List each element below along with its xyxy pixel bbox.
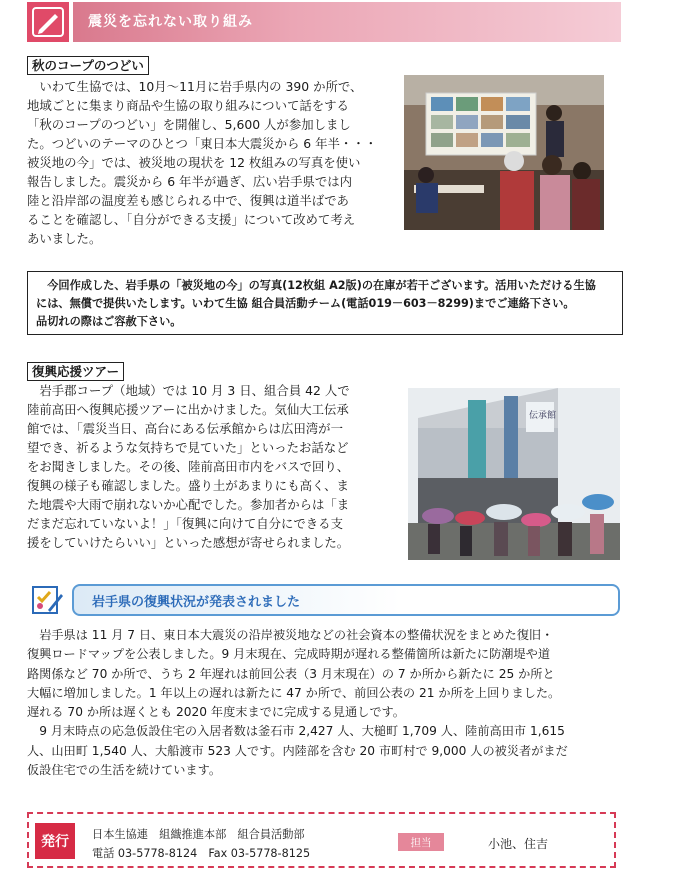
s1-line: 「秋のコープのつどい」を開催し、5,600 人が参加しまし bbox=[27, 117, 351, 132]
s2-line: 復興の様子も確認しました。盛り土があまりにも高く、ま bbox=[27, 478, 349, 493]
section3-icon-box bbox=[30, 582, 64, 616]
s3-line: 人、山田町 1,540 人、大船渡市 523 人です。内陸部を含む 20 市町村で 9,000 人の被災者がまだ bbox=[27, 743, 568, 758]
s2-line: 援をしていけたらいい」といった感想が寄せられました。 bbox=[27, 535, 350, 550]
publisher-contact: 電話 03-5778-8124 Fax 03-5778-8125 bbox=[92, 847, 311, 860]
s1-line: 陸と沿岸部の温度差も感じられる中で、復興は道半ばであ bbox=[27, 193, 349, 208]
s1-line: ることを確認し、「自分ができる支援」について改めて考え bbox=[27, 212, 356, 227]
section2-body bbox=[27, 381, 401, 552]
s2-line: 陸前高田へ復興応援ツアーに出かけました。気仙大工伝承 bbox=[27, 402, 349, 417]
s3-line: 遅れる 70 か所は遅くとも 2020 年度末までに完成する見通しです。 bbox=[27, 705, 405, 720]
s3-line: 9 月末時点の応急仮設住宅の入居者数は釜石市 2,427 人、大槌町 1,709 人、陸前高田市 1,615 bbox=[39, 724, 565, 739]
s2-line: 望でき、祈るような気持ちで見ていた」といったお話など bbox=[27, 440, 349, 455]
notice-box bbox=[27, 271, 623, 335]
pencil-icon bbox=[27, 2, 69, 42]
contact-person-names: 小池、住吉 bbox=[488, 837, 549, 851]
publisher-org: 日本生協連 組織推進本部 組合員活動部 bbox=[92, 828, 305, 841]
header-title: 震災を忘れない取り組み bbox=[88, 14, 253, 30]
s1-line: あいました。 bbox=[27, 231, 102, 246]
photo-sign: 伝承館 bbox=[529, 411, 557, 421]
s3-line: 復興ロードマップを公表しました。9 月末現在、完成時期が遅れる整備箇所は新たに防潮堤や道 bbox=[27, 647, 551, 662]
s2-line: をお聞きしました。その後、陸前高田市内をバスで回り、 bbox=[27, 459, 350, 474]
s2-line: た地震や大雨で崩れないか心配でした。参加者からは「ま bbox=[27, 497, 350, 512]
checklist-icon bbox=[30, 582, 64, 616]
s2-line: だまだ忘れていないよ！」「復興に向けて自分にできる支 bbox=[27, 516, 343, 531]
publisher-badge: 発行 bbox=[35, 823, 75, 859]
meeting-photo bbox=[404, 75, 604, 230]
notice-line: 今回作成した、岩手県の「被災地の今」の写真(12枚組 A2版)の在庫が若干ございます。活用いただける生協 bbox=[47, 279, 596, 292]
contact-person-label: 担当 bbox=[398, 833, 444, 851]
section3-title: 岩手県の復興状況が発表されました bbox=[92, 595, 301, 610]
s3-line: 仮設住宅での生活を続けています。 bbox=[27, 763, 222, 778]
tour-photo bbox=[408, 388, 620, 560]
s3-line: 路関係など 70 か所で、うち 2 年遅れは前回公表（3 月末現在）の 7 か所から新たに 25 か所と bbox=[27, 666, 555, 681]
s1-line: 地域ごとに集まり商品や生協の取り組みについて話をする bbox=[27, 98, 349, 113]
notice-line: 品切れの際はご容赦下さい。 bbox=[36, 315, 182, 328]
section1-title: 秋のコープのつどい bbox=[27, 56, 149, 75]
s1-line: 報告しました。震災から 6 年半が過ぎ、広い岩手県では内 bbox=[27, 174, 353, 189]
s3-line: 大幅に増加しました。1 年以上の遅れは新たに 47 か所で、前回公表の 21 か所を上回りました。 bbox=[27, 685, 561, 700]
section1-body bbox=[27, 77, 397, 248]
s3-line: 岩手県は 11 月 7 日、東日本大震災の沿岸被災地などの社会資本の整備状況をまとめた復旧・ bbox=[39, 628, 554, 642]
header-icon-box bbox=[27, 2, 69, 42]
s1-line: いわて生協では、10月～11月に岩手県内の 390 か所で、 bbox=[39, 79, 363, 94]
s1-line: 被災地の今」では、被災地の現状を 12 枚組みの写真を使い bbox=[27, 155, 361, 170]
s2-line: 館では、「震災当日、高台にある伝承館からは広田湾が一 bbox=[27, 421, 343, 436]
s1-line: た。つどいのテーマのひとつ「東日本大震災から 6 年半・・・ bbox=[27, 136, 378, 151]
section2-title: 復興応援ツアー bbox=[27, 362, 124, 381]
notice-line: には、無償で提供いたします。いわて生協 組合員活動チーム(電話019－603－8299)までご連絡下さい。 bbox=[36, 297, 575, 310]
s2-line: 岩手郡コープ（地域）では 10 月 3 日、組合員 42 人で bbox=[39, 383, 350, 398]
section3-body bbox=[27, 626, 627, 780]
